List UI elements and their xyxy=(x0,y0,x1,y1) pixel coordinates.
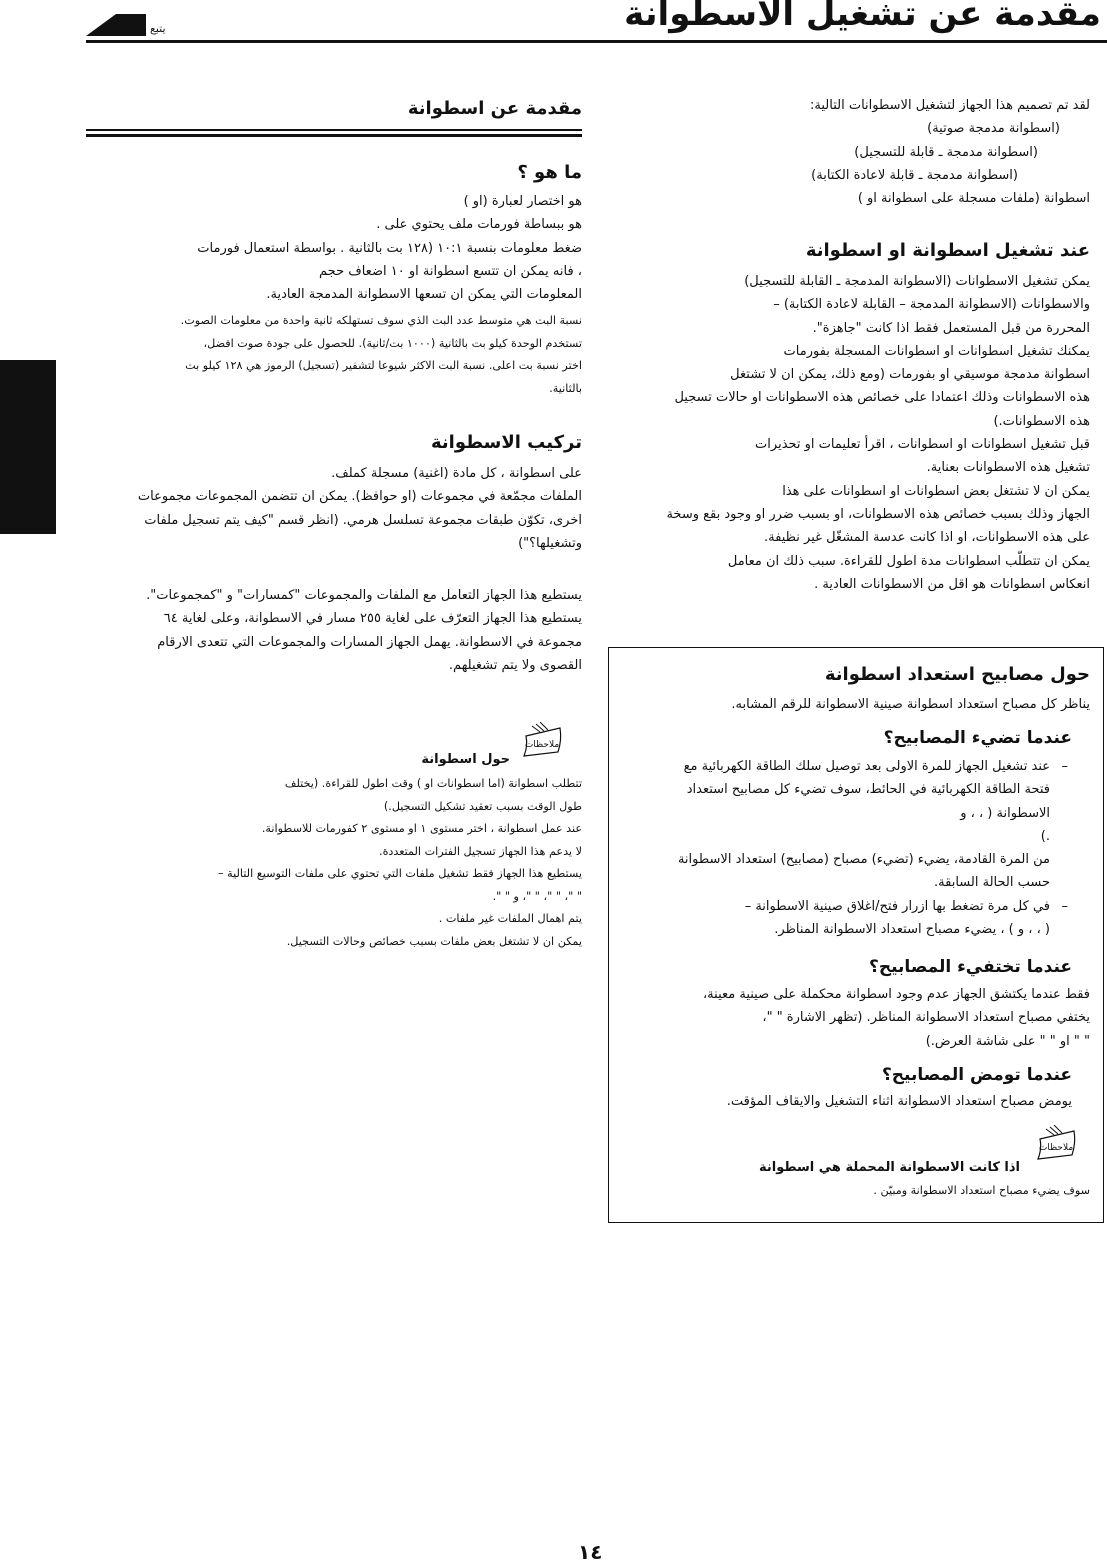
intro-line: (اسطوانة مدمجة ـ قابلة للتسجيل) xyxy=(854,144,1038,160)
tracks-line: مجموعة في الاسطوانة. يهمل الجهاز المسارات والمجموعات التي تتعدى الارقام xyxy=(157,634,582,650)
notes-line: عند عمل اسطوانة ، اختر مستوى ١ او مستوى ٢ كفورمات للاسطوانة. xyxy=(261,822,582,835)
continue-arrow-icon xyxy=(86,14,146,36)
notes-list xyxy=(86,773,582,953)
intro-line: لقد تم تصميم هذا الجهاز لتشغيل الاسطوانات التالية: xyxy=(810,98,1090,113)
playing-line: يمكن ان لا تشتغل بعض اسطوانات او اسطوانات على هذا xyxy=(782,483,1090,499)
notes-line: تتطلب اسطوانة (اما اسطوانات او ) وقت اطول للقراءة. (يختلف xyxy=(284,777,582,790)
intro-line: (اسطوانة مدمجة ـ قابلة لاعادة الكتابة) xyxy=(811,167,1018,183)
notes-line: " "، " "، " "، و " ". xyxy=(492,889,582,903)
bullet-line: الاسطوانة ( ، ، و xyxy=(960,805,1050,821)
tracks-line: يستطيع هذا الجهاز التعامل مع الملفات والمجموعات "كمسارات" و "كمجموعات". xyxy=(146,588,582,603)
bullet-item xyxy=(608,895,1072,942)
what-line: هو ببساطة فورمات ملف يحتوي على . xyxy=(376,217,582,233)
playing-line: انعكاس اسطوانات هو اقل من الاسطوانات العادية . xyxy=(814,576,1090,592)
playing-line: هذه الاسطوانات.) xyxy=(993,413,1090,429)
bullet-line: في كل مرة تضغط بها ازرار فتح/اغلاق صينية الاسطوانة – xyxy=(744,898,1050,914)
notes-line: يستطيع هذا الجهاز فقط تشغيل ملفات التي تحتوي على ملفات التوسيع التالية – xyxy=(217,867,582,880)
lamps-off-heading: عندما تختفيء المصابيح؟ xyxy=(869,957,1072,977)
playing-line: يمكن تشغيل الاسطوانات (الاسطوانة المدمجة ـ القابلة للتسجيل) xyxy=(744,274,1090,289)
bitrate-line: اختر نسبة بت اعلى. نسبة البت الاكثر شيوعا لتشفير (تسجيل) الرموز هي ١٢٨ كيلو بت xyxy=(185,359,582,372)
left-section-heading: مقدمة عن اسطوانة xyxy=(407,98,582,119)
playing-paragraph xyxy=(608,270,1090,596)
lamps-intro: يناظر كل مصباح استعداد اسطوانة صينية الاسطوانة للرقم المشابه. xyxy=(731,697,1090,712)
page-number: ١٤ xyxy=(578,1540,603,1564)
tracks-line: القصوى ولا يتم تشغيلهم. xyxy=(448,657,582,673)
playing-line: يمكنك تشغيل اسطوانات او اسطوانات المسجلة بفورمات xyxy=(783,343,1090,359)
bullet-line: .) xyxy=(1040,828,1050,844)
playing-line: هذه الاسطوانات وذلك اعتمادا على خصائص هذه الاسطوانات او حالات تسجيل xyxy=(674,390,1090,406)
tracks-paragraph xyxy=(86,584,582,677)
lamps-blink-line: يومض مصباح استعداد الاسطوانة اثناء التشغيل والايقاف المؤقت. xyxy=(726,1094,1072,1109)
playing-line: المحررة من قبل المستعمل فقط اذا كانت "جاهزة". xyxy=(812,320,1090,336)
playing-line: اسطوانة مدمجة موسيقي او بفورمات (ومع ذلك، يمكن ان لا تشتغل xyxy=(730,367,1090,383)
bullet-item xyxy=(608,755,1072,895)
structure-heading: تركيب الاسطوانة xyxy=(430,432,582,453)
what-line: هو اختصار لعبارة (او ) xyxy=(463,194,582,209)
bitrate-line: بالثانية. xyxy=(549,381,582,395)
notes-line: يمكن ان لا تشتغل بعض ملفات بسبب خصائص وحالات التسجيل. xyxy=(286,934,582,948)
heading-rule xyxy=(86,129,582,131)
what-line: ضغط معلومات بنسبة ١٠:١ (١٢٨ بت بالثانية . بواسطة استعمال فورمات xyxy=(197,240,582,256)
bitrate-line: نسبة البت هي متوسط عدد البت الذي سوف تستهلكه ثانية واحدة من معلومات الصوت. xyxy=(180,314,582,327)
tracks-line: يستطيع هذا الجهاز التعرّف على لغاية ٢٥٥ مسار في الاسطوانة، وعلى لغاية ٦٤ xyxy=(163,611,582,627)
playing-line: الجهاز وذلك بسبب خصائص هذه الاسطوانات، او بسبب ضرر او وجود بقع وسخة xyxy=(666,506,1090,522)
notes-line: لا يدعم هذا الجهاز تسجيل الفترات المتعددة. xyxy=(379,844,582,858)
structure-line: اخرى، تكوّن طبقات مجموعة تسلسل هرمي. (انظر قسم "كيف يتم تسجيل ملفات xyxy=(144,512,582,528)
structure-line: على اسطوانة ، كل مادة (اغنية) مسجلة كملف. xyxy=(331,466,582,481)
notes-line: يتم اهمال الملفات غير ملفات . xyxy=(438,912,582,925)
structure-line: الملفات مجمّعة في مجموعات (او حوافظ). يمكن ان تتضمن المجموعات مجموعات xyxy=(137,489,582,505)
lamps-blink-heading: عندما تومض المصابيح؟ xyxy=(881,1065,1072,1085)
bullet-line: عند تشغيل الجهاز للمرة الاولى بعد توصيل سلك الطاقة الكهربائية مع xyxy=(683,759,1050,774)
what-line: ، فانه يمكن ان تتسع اسطوانة او ١٠ اضعاف حجم xyxy=(319,263,582,279)
lamps-on-heading: عندما تضيء المصابيح؟ xyxy=(883,728,1072,748)
playing-line: قبل تشغيل اسطوانات او اسطوانات ، اقرأ تعليمات او تحذيرات xyxy=(755,437,1090,453)
bullet-line: من المرة القادمة، يضيء (تضيء) مصباح (مصابيح) استعداد الاسطوانة xyxy=(677,852,1050,868)
side-tab xyxy=(0,360,56,534)
note-title: اذا كانت الاسطوانة المحملة هي اسطوانة xyxy=(758,1160,1020,1175)
playing-line: على هذه الاسطوانات، او اذا كانت عدسة المشغّل غير نظيفة. xyxy=(764,530,1090,546)
bullet-dash: – xyxy=(1061,898,1068,914)
continue-label: يتبع xyxy=(150,22,166,35)
what-line: المعلومات التي يمكن ان تسعها الاسطوانة المدمجة العادية. xyxy=(266,287,582,303)
playing-line: تشغيل هذه الاسطوانات بعناية. xyxy=(926,460,1090,476)
off-line: " " او " " على شاشة العرض.) xyxy=(925,1033,1090,1049)
bitrate-note xyxy=(86,310,582,400)
structure-paragraph xyxy=(86,462,582,555)
off-line: فقط عندما يكتشق الجهاز عدم وجود اسطوانة محكملة على صينية معينة، xyxy=(702,987,1090,1002)
intro-line: (اسطوانة مدمجة صوتية) xyxy=(927,121,1060,137)
bitrate-line: تستخدم الوحدة كيلو بت بالثانية (١٠٠٠ بت/ثانية). للحصول على جودة صوت افضل، xyxy=(203,336,582,350)
header-rule xyxy=(86,40,1107,43)
structure-line: وتشغيلها؟") xyxy=(518,535,582,551)
playing-heading: عند تشغيل اسطوانة او اسطوانة xyxy=(805,240,1090,261)
page-title: مقدمة عن تشغيل الاسطوانة xyxy=(624,0,1101,34)
lamps-heading: حول مصابيح استعداد اسطوانة xyxy=(824,664,1090,685)
note-line: سوف يضيء مصباح استعداد الاسطوانة ومبيّن . xyxy=(873,1184,1090,1197)
playing-line: يمكن ان تتطلّب اسطوانات مدة اطول للقراءة. سبب ذلك ان معامل xyxy=(727,553,1090,569)
off-line: يختفي مصباح استعداد الاسطوانة المناظر. (تظهر الاشارة " "، xyxy=(762,1010,1090,1026)
bullet-line: ( ، ، و ) ، يضيء مصباح استعداد الاسطوانة المناظر. xyxy=(774,922,1050,938)
heading-rule xyxy=(86,134,582,137)
what-heading: ما هو ؟ xyxy=(517,162,582,183)
notes-line: طول الوقت بسبب تعقيد تشكيل التسجيل.) xyxy=(383,799,582,813)
what-paragraph xyxy=(86,190,582,306)
notes-title: حول اسطوانة xyxy=(421,752,510,767)
intro-paragraph xyxy=(608,94,1090,210)
lamps-on-list xyxy=(608,755,1090,941)
bullet-line: حسب الحالة السابقة. xyxy=(934,875,1050,891)
bullet-line: فتحة الطاقة الكهربائية في الحائط، سوف تضيء كل مصابيح استعداد xyxy=(686,782,1050,798)
lamps-off-paragraph xyxy=(608,983,1090,1053)
notes-label: ملاحظات xyxy=(1038,1143,1074,1153)
notes-label: ملاحظات xyxy=(524,740,560,750)
intro-line: اسطوانة (ملفات مسجلة على اسطوانة او ) xyxy=(857,191,1090,207)
playing-line: والاسطوانات (الاسطوانة المدمجة – القابلة لاعادة الكتابة) – xyxy=(773,297,1090,313)
bullet-dash: – xyxy=(1061,759,1068,774)
